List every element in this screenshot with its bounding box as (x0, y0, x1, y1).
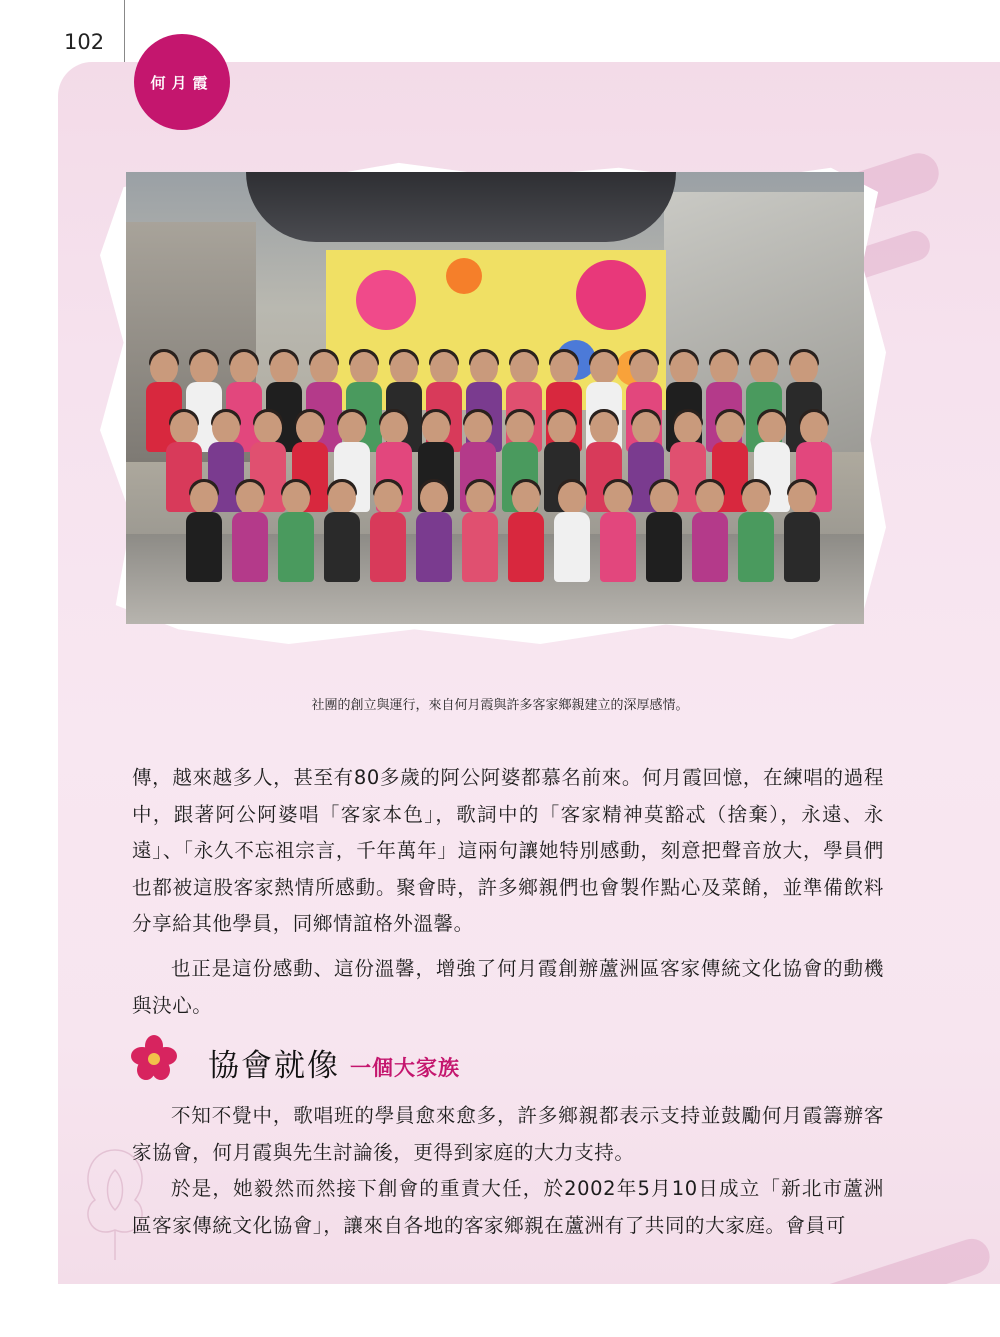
group-photo (126, 172, 864, 624)
section-title: 協會就像 (208, 1048, 340, 1084)
crowd (146, 342, 846, 592)
author-name-badge: 何月霞 (134, 34, 230, 130)
flower-icon (130, 1034, 178, 1082)
body-paragraph-2: 也正是這份感動、這份溫馨，增強了何月霞創辦蘆洲區客家傳統文化協會的動機與決心。 (132, 957, 884, 1017)
body-paragraph-1: 傳，越來越多人，甚至有80多歲的阿公阿婆都慕名前來。何月霞回憶，在練唱的過程中，跟著阿公阿婆唱「客家本色」，歌詞中的「客家精神莫豁忒（捨棄），永遠、永遠」、「永久不忘祖宗言，千年萬年」這兩句讓她特別感動，刻意把聲音放大，學員們也都被這股客家熱情所感動。聚會時，許多鄉親們也會製作點心及菜餚，並準備飲料分享給其他學員，同鄉情誼格外溫馨。 (132, 766, 884, 935)
page-header-rule (124, 0, 125, 64)
page-number: 102 (64, 30, 105, 54)
section-paragraph-2: 於是，她毅然而然接下創會的重責大任，於2002年5月10日成立「新北市蘆洲區客家傳統文化協會」，讓來自各地的客家鄉親在蘆洲有了共同的大家庭。會員可 (132, 1177, 884, 1237)
section-title-accent: 一個大家族 (350, 1056, 460, 1080)
section-paragraph-1: 不知不覺中，歌唱班的學員愈來愈多，許多鄉親都表示支持並鼓勵何月霞籌辦客家協會，何月霞與先生討論後，更得到家庭的大力支持。 (132, 1104, 884, 1164)
photo-caption: 社團的創立與運行，來自何月霞與許多客家鄉親建立的深厚感情。 (311, 698, 689, 713)
